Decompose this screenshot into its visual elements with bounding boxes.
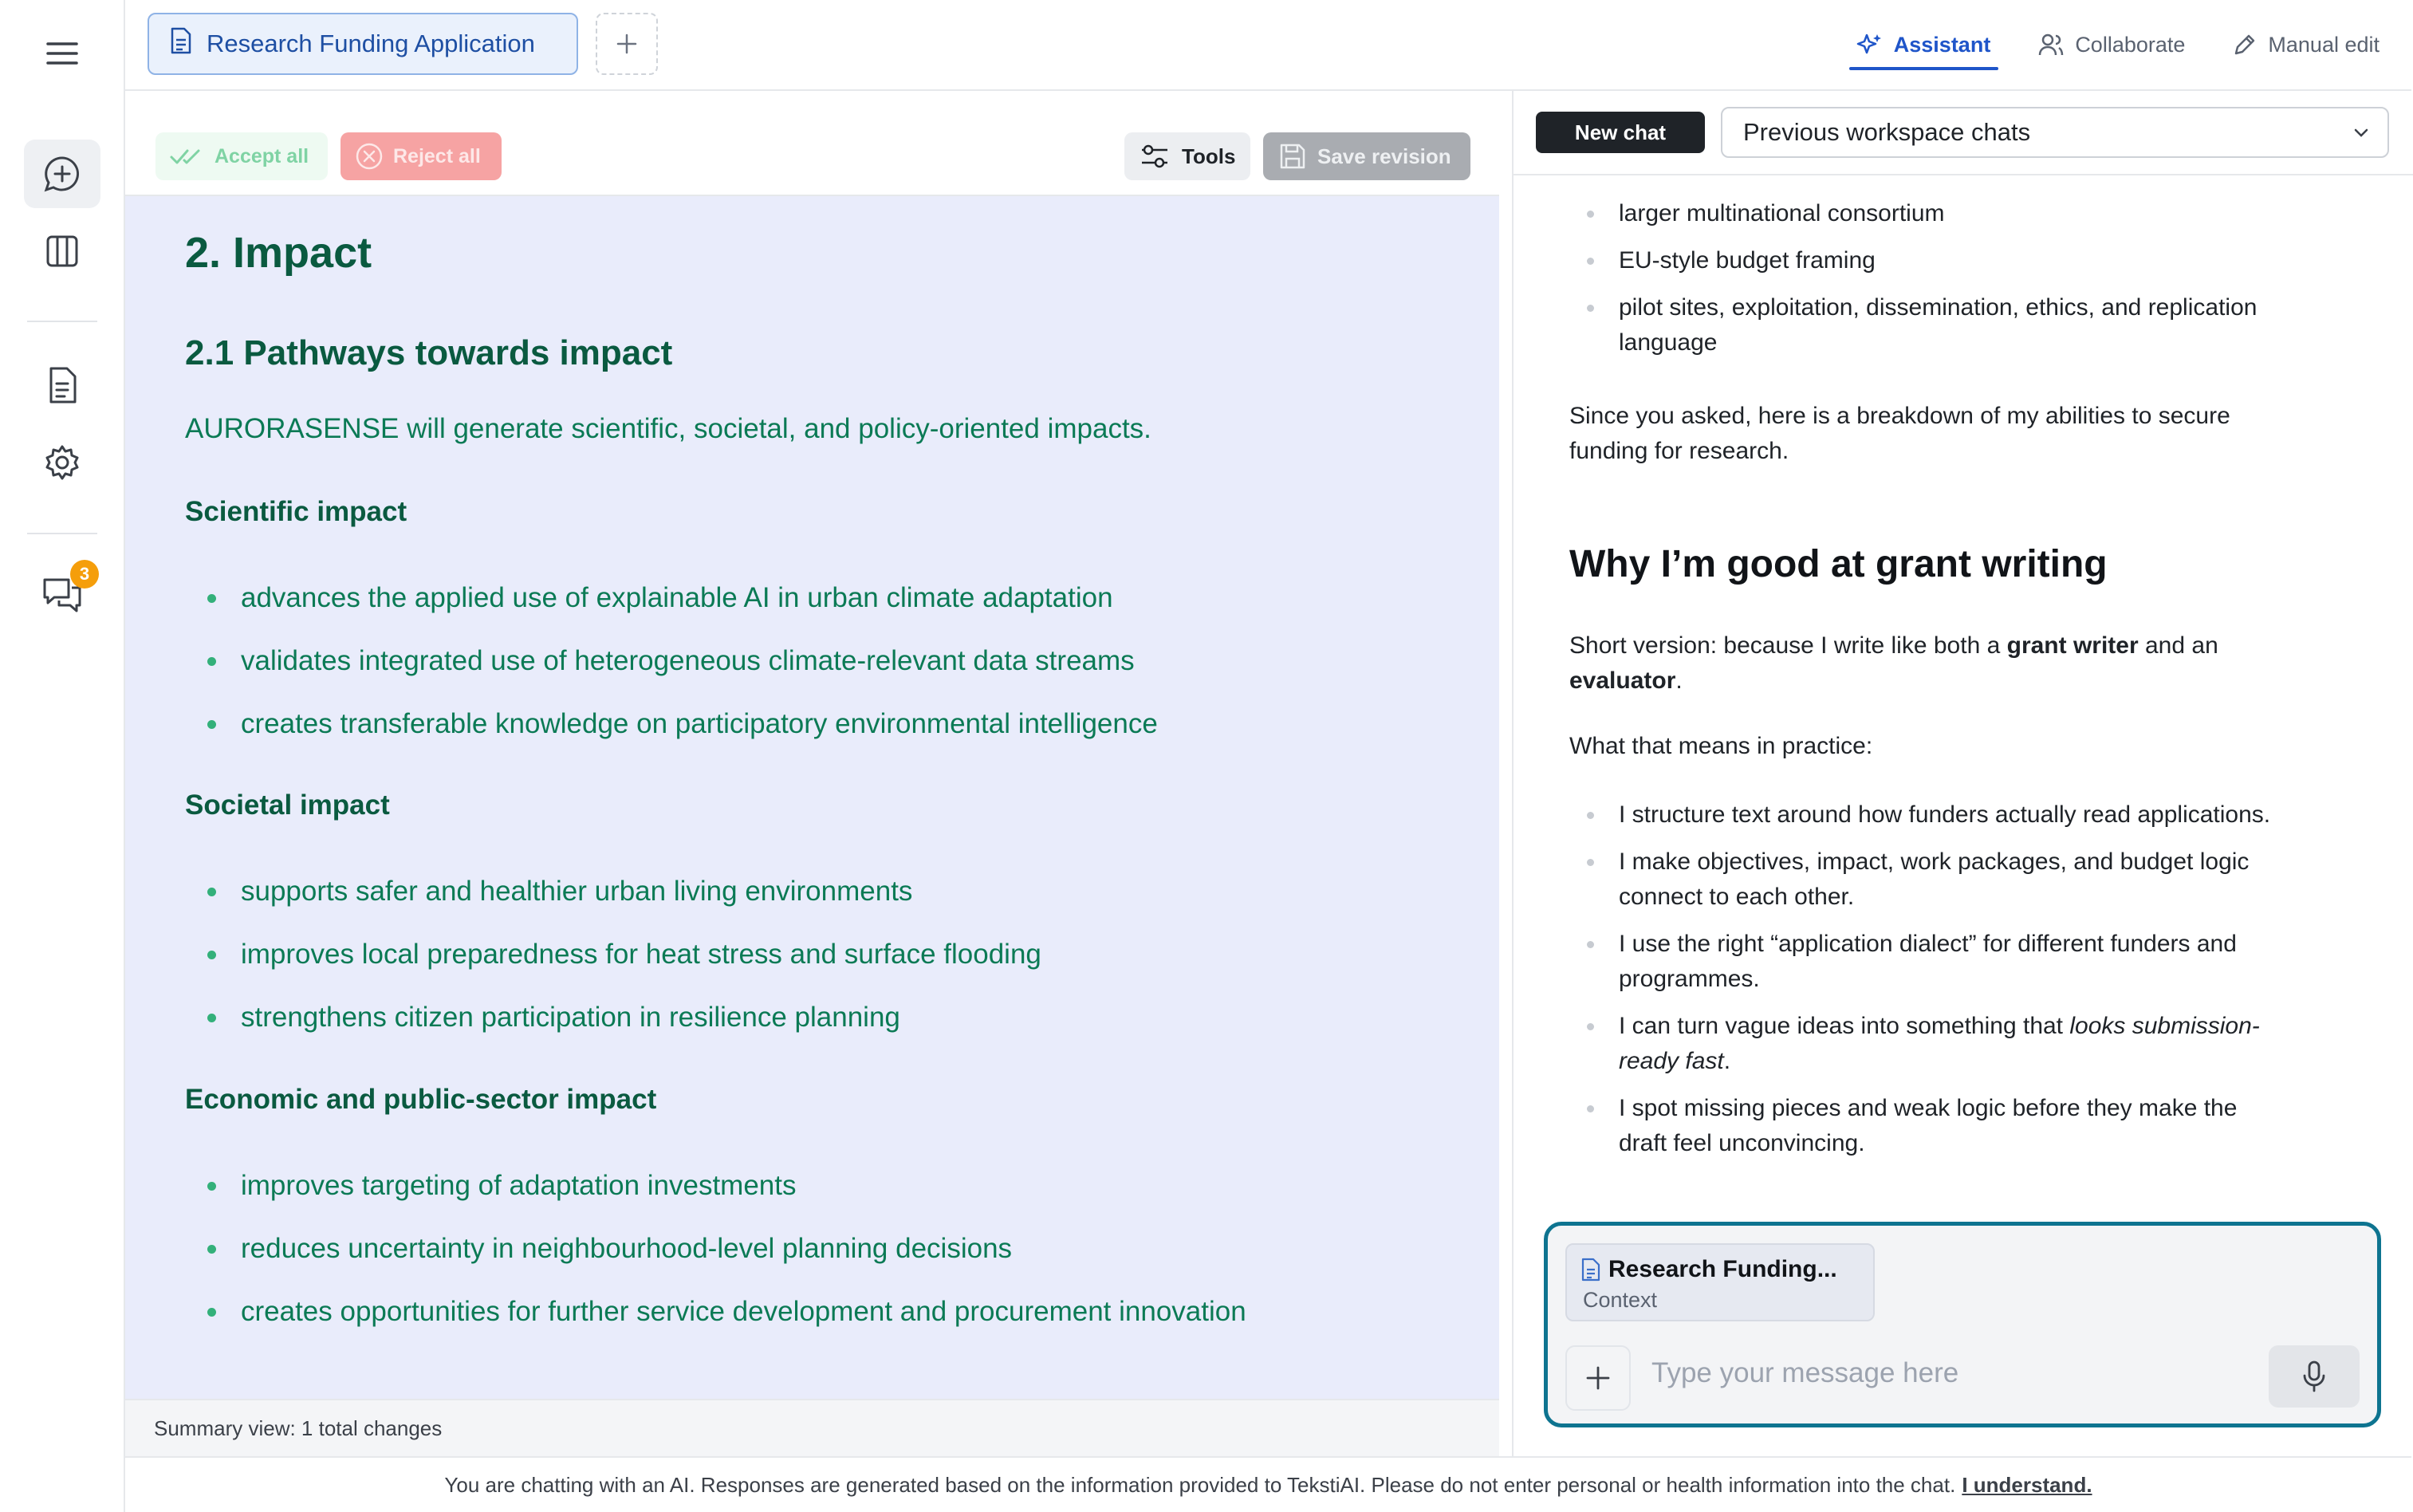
- impact-list: [185, 874, 1041, 1063]
- message-input[interactable]: Type your message here: [1651, 1357, 1959, 1388]
- chat-pane: [1512, 91, 2411, 1456]
- ai-disclaimer: [125, 1456, 2411, 1512]
- tools-label: Tools: [1182, 144, 1236, 168]
- list-item: supports safer and healthier urban living environments: [185, 874, 1041, 937]
- users-icon: [2038, 33, 2064, 57]
- editor-toolbar: [125, 91, 1499, 196]
- list-item: advances the applied use of explainable AI in urban climate adaptation: [185, 581, 1158, 644]
- new-chat-icon[interactable]: [24, 140, 100, 208]
- save-revision-label: Save revision: [1317, 144, 1451, 168]
- message-paragraph: [1569, 628, 2287, 699]
- list-item: strengthens citizen participation in resilience planning: [185, 1000, 1041, 1063]
- bold-text: grant writer: [2006, 632, 2139, 659]
- message-bullets: [1569, 797, 2287, 1173]
- chat-header: [1514, 91, 2413, 175]
- save-revision-button[interactable]: [1263, 132, 1470, 180]
- sparkle-icon: [1857, 32, 1883, 57]
- tab-manual-edit-label: Manual edit: [2268, 32, 2380, 57]
- italic-text: looks submission-ready fast: [1619, 1013, 2260, 1074]
- message-composer: [1544, 1222, 2381, 1427]
- document-icon: [1581, 1258, 1600, 1282]
- document-icon: [170, 27, 192, 61]
- impact-list: [185, 581, 1158, 770]
- notification-badge: 3: [70, 560, 99, 589]
- text-span: and an: [2138, 632, 2218, 659]
- list-item: creates transferable knowledge on participatory environmental intelligence: [185, 707, 1158, 770]
- impact-heading: Economic and public-sector impact: [185, 1084, 657, 1115]
- pencil-icon: [2233, 33, 2257, 57]
- menu-icon[interactable]: [24, 19, 100, 88]
- list-item: I spot missing pieces and weak logic before they make the draft feel unconvincing.: [1569, 1091, 2287, 1161]
- tab-assistant-label: Assistant: [1893, 32, 1991, 57]
- document-icon[interactable]: [24, 351, 100, 419]
- text-span: .: [1675, 667, 1683, 694]
- message-bullets: [1569, 196, 2287, 372]
- attach-button[interactable]: [1565, 1345, 1631, 1411]
- document-tab-label: Research Funding Application: [207, 30, 535, 57]
- new-chat-button[interactable]: New chat: [1536, 112, 1705, 153]
- reject-all-label: Reject all: [393, 144, 481, 167]
- section-heading: 2. Impact: [185, 229, 372, 277]
- mode-tabs: [1854, 0, 2383, 89]
- tab-assistant[interactable]: [1854, 0, 1994, 89]
- microphone-button[interactable]: [2269, 1345, 2360, 1408]
- save-icon: [1279, 143, 1306, 170]
- list-item: I make objectives, impact, work packages, and budget logic connect to each other.: [1569, 845, 2287, 915]
- accept-all-label: Accept all: [215, 144, 309, 167]
- list-item: pilot sites, exploitation, dissemination, ethics, and replication language: [1569, 290, 2287, 360]
- disclaimer-text: You are chatting with an AI. Responses are generated based on the information provided to TekstiAI. Please do not enter personal or health information into the chat.: [444, 1472, 1956, 1497]
- rail-divider: [27, 321, 97, 322]
- left-rail: [0, 0, 125, 1512]
- text-span: .: [1723, 1048, 1731, 1074]
- list-item: EU-style budget framing: [1569, 243, 2287, 278]
- editor-pane: [125, 91, 1499, 1456]
- plus-icon: [1584, 1364, 1612, 1392]
- previous-chats-select[interactable]: [1721, 107, 2389, 158]
- tab-collaborate[interactable]: [2035, 0, 2188, 89]
- intro-paragraph: AURORASENSE will generate scientific, societal, and policy-oriented impacts.: [185, 413, 1151, 444]
- tab-manual-edit[interactable]: [2230, 0, 2383, 89]
- list-item: improves local preparedness for heat stress and surface flooding: [185, 937, 1041, 1000]
- list-item: I structure text around how funders actually read applications.: [1569, 797, 2287, 833]
- chat-messages: [1514, 175, 2413, 1156]
- accept-all-button[interactable]: [155, 132, 328, 180]
- context-subtitle: Context: [1583, 1288, 1658, 1312]
- list-item: larger multinational consortium: [1569, 196, 2287, 231]
- columns-icon[interactable]: [24, 217, 100, 285]
- impact-heading: Societal impact: [185, 789, 390, 821]
- message-paragraph: What that means in practice:: [1569, 733, 1873, 759]
- subsection-heading: 2.1 Pathways towards impact: [185, 333, 673, 372]
- gear-icon[interactable]: [24, 428, 100, 497]
- sliders-icon: [1140, 144, 1169, 169]
- list-item: creates opportunities for further service development and procurement innovation: [185, 1294, 1246, 1357]
- list-item: improves targeting of adaptation investments: [185, 1168, 1246, 1231]
- microphone-icon: [2302, 1360, 2326, 1393]
- text-span: I can turn vague ideas into something that: [1619, 1013, 2070, 1039]
- document-tab[interactable]: [148, 13, 578, 75]
- double-check-icon: [170, 148, 205, 165]
- impact-list: [185, 1168, 1246, 1357]
- context-chip[interactable]: [1565, 1243, 1875, 1321]
- list-item: I use the right “application dialect” for different funders and programmes.: [1569, 927, 2287, 997]
- acknowledge-link[interactable]: I understand.: [1962, 1472, 2092, 1497]
- add-tab-button[interactable]: [596, 13, 658, 75]
- context-title: Research Funding...: [1608, 1256, 1837, 1282]
- list-item: [1569, 1009, 2287, 1079]
- impact-heading: Scientific impact: [185, 496, 407, 527]
- bold-text: evaluator: [1569, 667, 1676, 694]
- rail-divider: [27, 533, 97, 534]
- document-content[interactable]: [125, 196, 1499, 1399]
- chevron-down-icon: [2351, 123, 2372, 144]
- tools-button[interactable]: [1124, 132, 1250, 180]
- tab-collaborate-label: Collaborate: [2075, 32, 2186, 57]
- text-span: Short version: because I write like both a: [1569, 632, 2007, 659]
- top-bar: [125, 0, 2411, 91]
- previous-chats-label: Previous workspace chats: [1743, 118, 2031, 146]
- plus-icon: [616, 33, 637, 54]
- x-circle-icon: [355, 142, 384, 171]
- list-item: reduces uncertainty in neighbourhood-level planning decisions: [185, 1231, 1246, 1294]
- message-paragraph: Since you asked, here is a breakdown of my abilities to secure funding for research.: [1569, 403, 2230, 464]
- message-heading: Why I’m good at grant writing: [1569, 543, 2108, 585]
- list-item: validates integrated use of heterogeneous climate-relevant data streams: [185, 644, 1158, 707]
- summary-bar: Summary view: 1 total changes: [125, 1399, 1499, 1456]
- reject-all-button[interactable]: [340, 132, 502, 180]
